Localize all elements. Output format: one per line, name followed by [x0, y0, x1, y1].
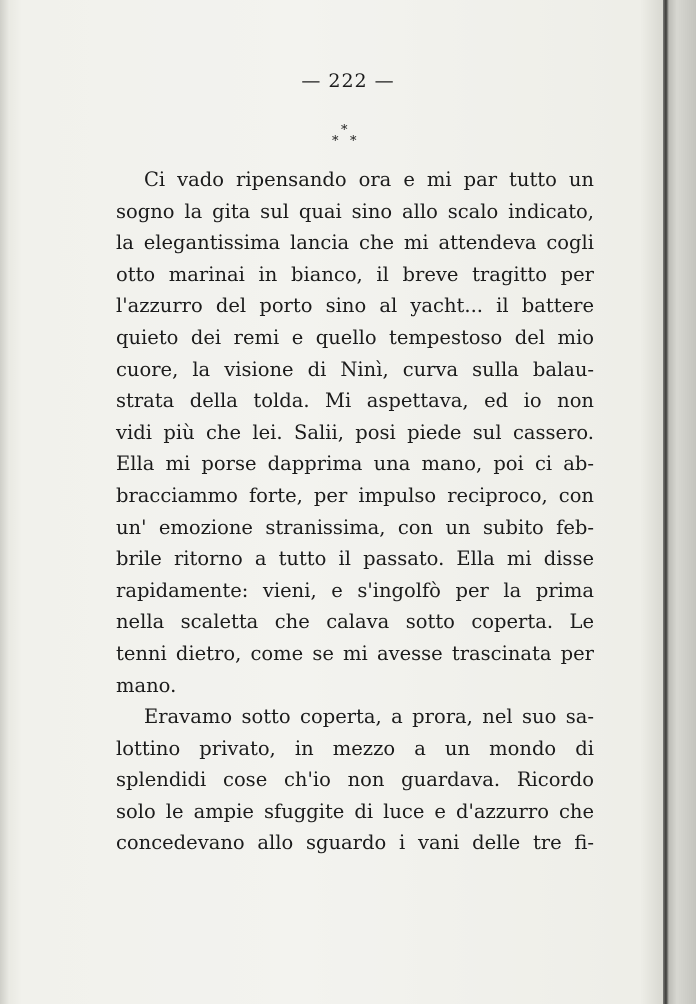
text-line: strata della tolda. Mi aspettava, ed io non	[116, 389, 594, 413]
text-line: un' emozione stranissima, con un subito feb-	[116, 515, 594, 539]
text-line: solo le ampie sfuggite di luce e d'azzurro che	[116, 799, 594, 823]
separator-asterisk: *	[332, 134, 339, 149]
text-line: bracciammo forte, per impulso reciproco, con	[116, 483, 594, 507]
text-line: quieto dei remi e quello tempestoso del mio	[116, 325, 594, 349]
text-line: sogno la gita sul quai sino allo scalo indicato,	[116, 199, 594, 223]
text-line: tenni dietro, come se mi avesse trascinata per	[116, 641, 594, 665]
text-line: Ella mi porse dapprima una mano, poi ci ab-	[116, 452, 594, 476]
page-left-edge	[0, 0, 10, 1004]
paragraph-2	[116, 701, 594, 859]
text-line: la elegantissima lancia che mi attendeva cogli	[116, 231, 594, 255]
text-line: Eravamo sotto coperta, a prora, nel suo sa-	[144, 705, 594, 729]
section-separator	[320, 124, 380, 154]
body-text	[116, 164, 594, 859]
book-spine-shadow	[663, 0, 696, 1004]
text-line: nella scaletta che calava sotto coperta. Le	[116, 610, 594, 634]
text-line: lottino privato, in mezzo a un mondo di	[116, 736, 594, 760]
text-line: rapidamente: vieni, e s'ingolfò per la prima	[116, 578, 594, 602]
text-line: splendidi cose ch'io non guardava. Ricordo	[116, 768, 594, 792]
page-number: — 222 —	[301, 70, 395, 92]
text-line: brile ritorno a tutto il passato. Ella mi disse	[116, 547, 594, 571]
text-line: Ci vado ripensando ora e mi par tutto un	[144, 168, 594, 191]
separator-asterisk: *	[341, 123, 348, 138]
text-line: l'azzurro del porto sino al yacht... il battere	[116, 294, 594, 318]
text-line: mano.	[116, 673, 177, 697]
text-line: otto marinai in bianco, il breve tragitto per	[116, 262, 594, 286]
text-line: cuore, la visione di Ninì, curva sulla balau-	[116, 357, 594, 381]
text-line: vidi più che lei. Salii, posi piede sul cassero.	[116, 420, 594, 444]
text-line: concedevano allo sguardo i vani delle tre fi-	[116, 831, 594, 855]
separator-asterisk: *	[350, 134, 357, 149]
paragraph-1	[116, 164, 594, 701]
